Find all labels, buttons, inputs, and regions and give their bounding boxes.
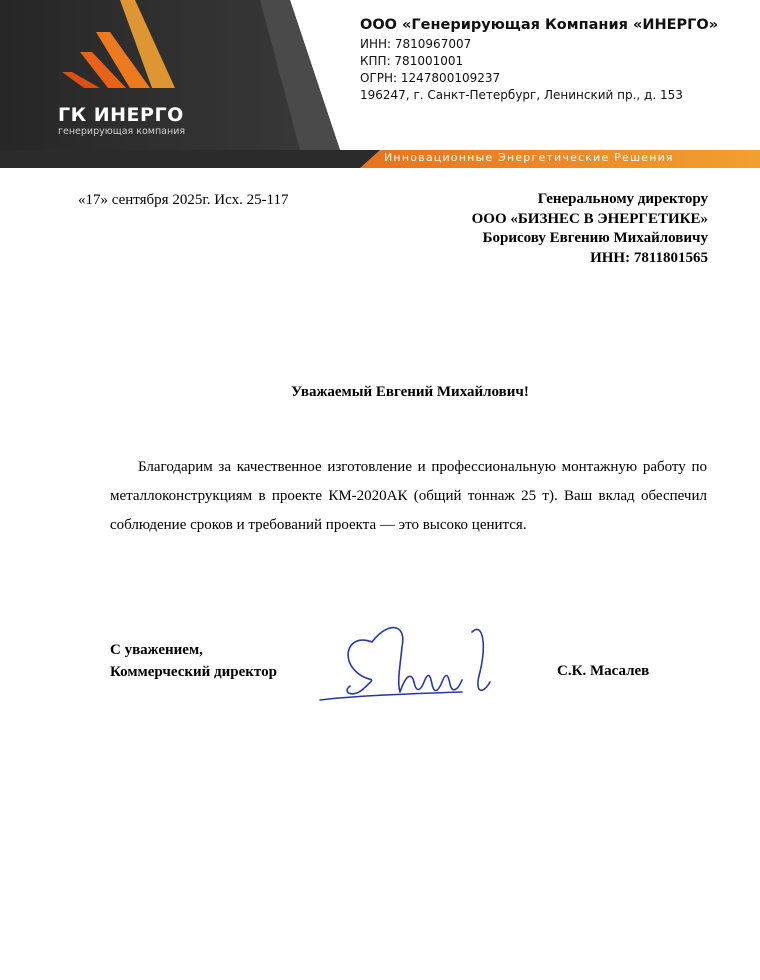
addressee-line: Борисову Евгению Михайловичу — [482, 230, 708, 246]
signer-name: С.К. Масалев — [557, 663, 650, 679]
brand-tagline: генерирующая компания — [58, 126, 186, 137]
company-details — [360, 14, 718, 104]
closing-regards: С уважением, — [110, 642, 203, 658]
closing-block — [110, 639, 277, 683]
slogan: Инновационные Энергетические Решения — [384, 151, 674, 164]
company-kpp: КПП: 781001001 — [360, 54, 464, 68]
addressee-line: ИНН: 7811801565 — [590, 249, 708, 266]
closing-position: Коммерческий директор — [110, 664, 277, 680]
brand-name: ГК ИНЕРГО — [58, 104, 184, 126]
addressee-line: ООО «БИЗНЕС В ЭНЕРГЕТИКЕ» — [471, 210, 708, 227]
addressee-block — [472, 190, 708, 268]
letter-body: Благодарим за качественное изготовление и профессиональную монтажную работу по металлоконструкциям в проекте КМ-2020АК (общий тоннаж 25 т). Ваш вклад обеспечил соблюдение сроков и требований проекта — это высоко ценится. — [110, 459, 707, 533]
addressee-line: Генеральному директору — [537, 191, 708, 207]
company-ogrn: ОГРН: 1247800109237 — [360, 71, 501, 85]
handwritten-signature — [312, 612, 512, 712]
company-address: 196247, г. Санкт-Петербург, Ленинский пр., д. 153 — [360, 88, 683, 102]
greeting: Уважаемый Евгений Михайлович! — [291, 384, 529, 400]
company-inn: ИНН: 7810967007 — [360, 37, 472, 51]
company-name: ООО «Генерирующая Компания «ИНЕРГО» — [360, 17, 719, 33]
date-reference: «17» сентября 2025г. Исх. 25-117 — [78, 192, 289, 208]
letterhead — [0, 0, 760, 168]
brand-logo-text — [58, 104, 185, 138]
